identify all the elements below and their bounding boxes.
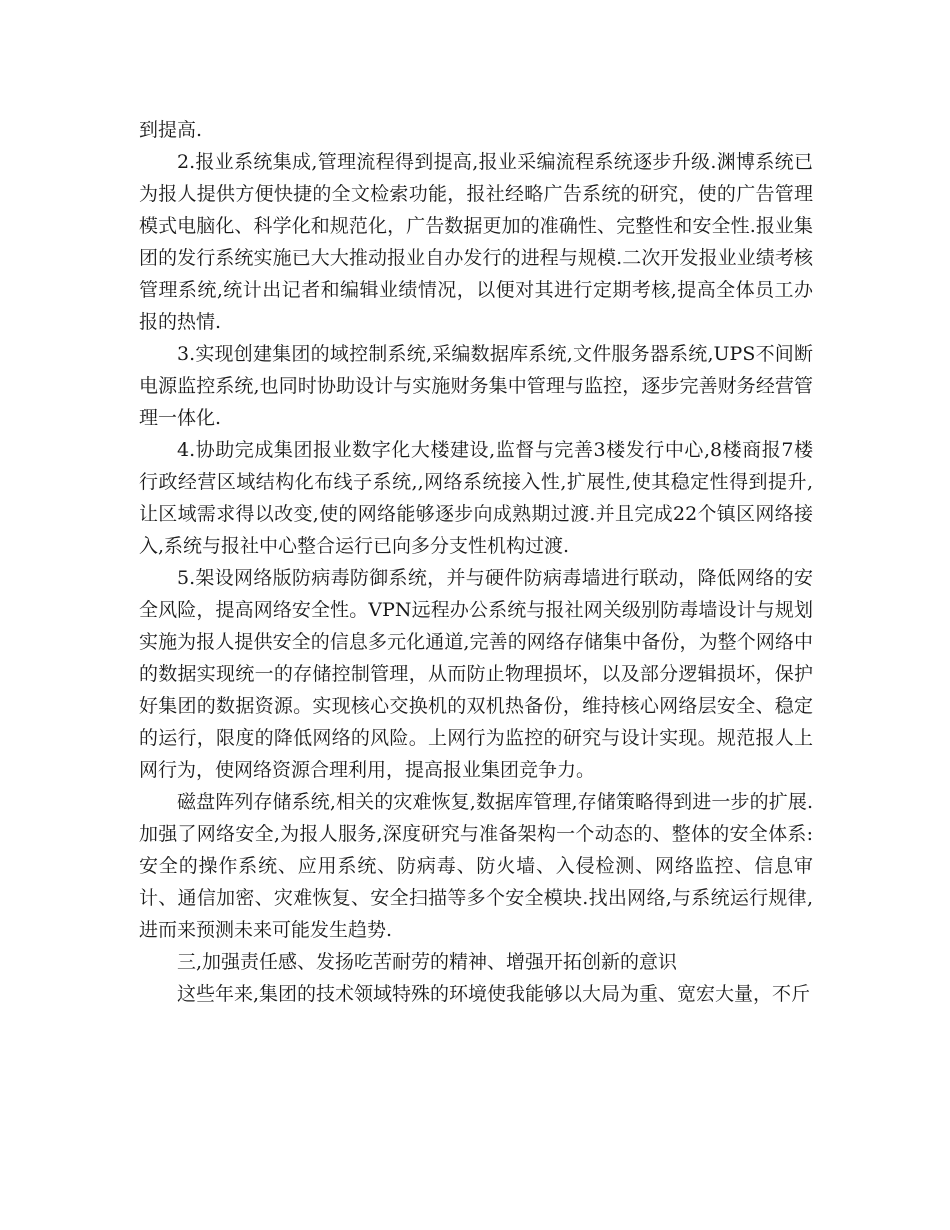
paragraph-item-4: 4.协助完成集团报业数字化大楼建设,监督与完善3楼发行中心,8楼商报7楼行政经营区域结构化布线子系统,,网络系统接入性,扩展性,使其稳定性得到提升,让区域需求得以改变,使的网络能够逐步向成熟期过渡.并且完成22个镇区网络接入,系统与报社中心整合运行已向多分支性机构过渡. xyxy=(139,439,813,557)
paragraph-item-3: 3.实现创建集团的域控制系统,采编数据库系统,文件服务器系统,UPS不间断电源监控系统,也同时协助设计与实施财务集中管理与监控，逐步完善财务经营管理一体化. xyxy=(139,343,813,429)
paragraph-item-5: 5.架设网络版防病毒防御系统，并与硬件防病毒墙进行联动，降低网络的安全风险，提高网络安全性。VPN远程办公系统与报社网关级别防毒墙设计与规划实施为报人提供安全的信息多元化通道,完善的网络存储集中备份，为整个网络中的数据实现统一的存储控制管理，从而防止物理损坏，以及部分逻辑损坏，保护好集团的数据资源。实现核心交换机的双机热备份，维持核心网络层安全、稳定的运行，限度的降低网络的风险。上网行为监控的研究与设计实现。规范报人上网行为，使网络资源合理利用，提高报业集团竞争力。 xyxy=(139,567,813,781)
document-body xyxy=(139,114,813,1010)
paragraph-storage: 磁盘阵列存储系统,相关的灾难恢复,数据库管理,存储策略得到进一步的扩展.加强了网络安全,为报人服务,深度研究与准备架构一个动态的、整体的安全体系:安全的操作系统、应用系统、防病毒、防火墙、入侵检测、网络监控、信息审计、通信加密、灾难恢复、安全扫描等多个安全模块.找出网络,与系统运行规律,进而来预测未来可能发生趋势. xyxy=(139,791,813,941)
section-heading-3: 三,加强责任感、发扬吃苦耐劳的精神、增强开拓创新的意识 xyxy=(177,951,678,973)
paragraph-item-2: 2.报业系统集成,管理流程得到提高,报业采编流程系统逐步升级.渊博系统已为报人提供方便快捷的全文检索功能，报社经略广告系统的研究，使的广告管理模式电脑化、科学化和规范化，广告数据更加的准确性、完整性和安全性.报业集团的发行系统实施已大大推动报业自办发行的进程与规模.二次开发报业业绩考核管理系统,统计出记者和编辑业绩情况，以便对其进行定期考核,提高全体员工办报的热情. xyxy=(139,151,813,333)
paragraph-continuation: 到提高. xyxy=(139,119,203,141)
paragraph-closing: 这些年来,集团的技术领域特殊的环境使我能够以大局为重、宽宏大量，不斤 xyxy=(177,983,811,1005)
